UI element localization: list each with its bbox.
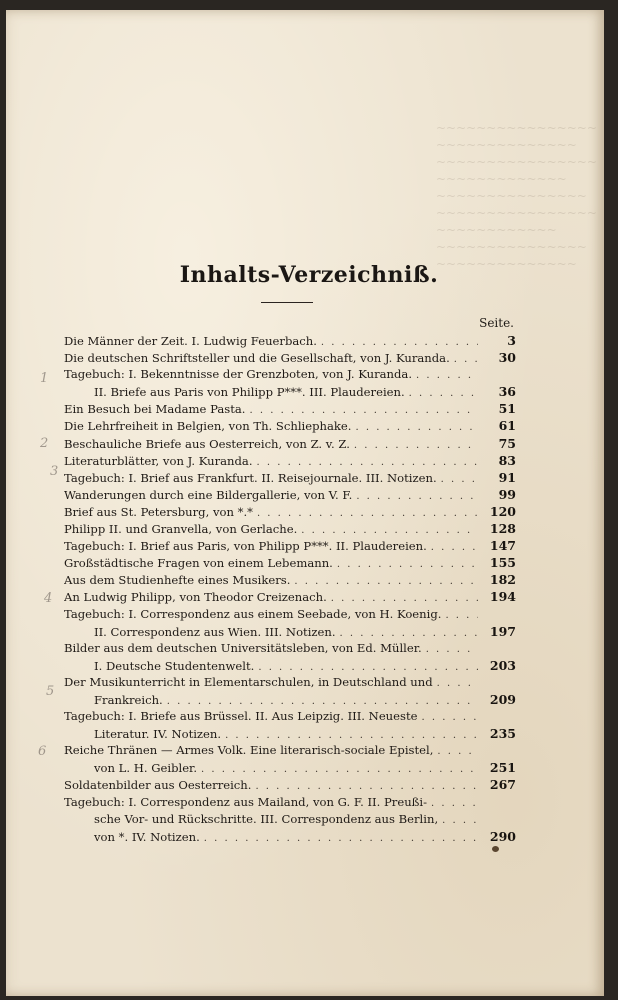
leader-dots	[431, 795, 478, 812]
leader-dots	[445, 607, 478, 624]
toc-entry	[64, 349, 516, 366]
toc-entry-title: Ein Besuch bei Madame Pasta.	[64, 402, 246, 417]
toc-entry	[64, 708, 516, 725]
toc-entry-title: Brief aus St. Petersburg, von *.*	[64, 504, 253, 519]
toc-entry	[64, 776, 516, 793]
toc-entry-title: Großstädtische Fragen von einem Lebemann.	[64, 556, 333, 571]
toc-page-number: 51	[498, 401, 516, 417]
toc-entry	[64, 657, 516, 674]
toc-entry	[64, 588, 516, 605]
toc-entry	[64, 452, 516, 469]
toc-entry-title: Literaturblätter, von J. Kuranda.	[64, 453, 253, 468]
toc-page-number: 30	[498, 350, 516, 366]
toc-entry	[64, 366, 516, 383]
toc-entry	[64, 606, 516, 623]
toc-entry	[64, 520, 516, 537]
toc-page-number: 197	[489, 623, 516, 639]
toc-page-number: 120	[489, 503, 516, 519]
toc-page-number: 235	[489, 726, 516, 742]
toc-entry-title: Wanderungen durch eine Bildergallerie, von V. F.	[64, 487, 353, 502]
toc-page-number: 147	[489, 538, 516, 554]
toc-entry	[64, 811, 516, 828]
toc-page-number: 99	[498, 486, 516, 502]
title-rule	[261, 302, 313, 303]
toc-entry-title: von *. IV. Notizen.	[94, 829, 200, 844]
toc-entry	[64, 640, 516, 657]
toc-entry	[64, 383, 516, 400]
leader-dots	[416, 367, 478, 384]
leader-dots	[437, 743, 478, 760]
toc-entry-title: Tagebuch: I. Correspondenz aus einem Seebade, von H. Koenig.	[64, 606, 442, 621]
pencil-mark: 1	[40, 371, 49, 386]
toc-page-number: 203	[489, 657, 516, 673]
toc-page-number: 91	[498, 469, 516, 485]
table-of-contents	[64, 332, 516, 845]
toc-entry-title: An Ludwig Philipp, von Theodor Creizenach.	[64, 590, 327, 605]
toc-entry-title: Die Lehrfreiheit in Belgien, von Th. Schliephake.	[64, 419, 352, 434]
toc-entry-title: Die Männer der Zeit. I. Ludwig Feuerbach.	[64, 334, 317, 348]
toc-entry-title: Die deutschen Schriftsteller und die Gesellschaft, von J. Kuranda.	[64, 351, 450, 366]
toc-entry	[64, 554, 516, 571]
toc-entry-title: Tagebuch: I. Briefe aus Brüssel. II. Aus Leipzig. III. Neueste	[64, 709, 418, 724]
toc-entry	[64, 417, 516, 434]
toc-page-number: 290	[489, 828, 516, 844]
toc-entry-title: Soldatenbilder aus Oesterreich.	[64, 778, 252, 793]
toc-entry	[64, 332, 516, 349]
toc-page-number: 209	[489, 691, 516, 707]
toc-entry	[64, 486, 516, 503]
toc-entry	[64, 828, 516, 845]
leader-dots	[204, 830, 478, 847]
toc-page-number: 36	[498, 384, 516, 400]
toc-entry	[64, 742, 516, 759]
toc-page-number: 155	[489, 555, 516, 571]
toc-entry	[64, 571, 516, 588]
leader-dots	[421, 709, 478, 726]
toc-entry-title: sche Vor- und Rückschritte. III. Correspondenz aus Berlin,	[94, 811, 439, 826]
bleed-through-text: ~~~~~~~~~~~~~~~~ ~~~~~~~~~~~~~~ ~~~~~~~~~~~~~~~~ ~~~~~~~~~~~~~ ~~~~~~~~~~~~~~~ ~~~~~~~~~~~~~~~~ ~~~~~~~~~~~~ ~~~~~~~~~~~~~~~ ~~~~~~~~~~~~~~	[436, 121, 597, 271]
leader-dots	[437, 675, 478, 692]
toc-entry-title: Literatur. IV. Notizen.	[94, 727, 222, 742]
leader-dots	[426, 641, 478, 658]
toc-entry-title: Frankreich.	[94, 692, 163, 707]
toc-entry	[64, 674, 516, 691]
toc-entry-title: II. Correspondenz aus Wien. III. Notizen.	[94, 624, 336, 639]
toc-entry	[64, 691, 516, 708]
toc-page-number: 194	[489, 589, 516, 605]
toc-entry-title: Aus dem Studienhefte eines Musikers.	[64, 573, 291, 588]
toc-page-number: 3	[507, 333, 516, 348]
toc-entry	[64, 794, 516, 811]
ink-stain	[492, 846, 499, 852]
toc-entry	[64, 725, 516, 742]
toc-page-number: 182	[489, 572, 516, 588]
pencil-mark: 5	[46, 684, 55, 699]
toc-entry-title: Bilder aus dem deutschen Universitätsleben, von Ed. Müller.	[64, 640, 422, 655]
toc-entry-title: Reiche Thränen — Armes Volk. Eine literarisch-sociale Epistel,	[64, 743, 434, 758]
toc-entry-title: Der Musikunterricht in Elementarschulen, in Deutschland und	[64, 674, 433, 689]
toc-page-number: 83	[498, 452, 516, 468]
pencil-mark: 6	[38, 744, 47, 759]
pencil-mark: 3	[50, 464, 59, 479]
toc-entry-title: Tagebuch: I. Brief aus Paris, von Philipp P***. II. Plaudereien.	[64, 539, 427, 554]
toc-page-number: 267	[489, 777, 516, 793]
toc-entry-title: Tagebuch: I. Brief aus Frankfurt. II. Reisejournale. III. Notizen.	[64, 470, 437, 485]
toc-entry-title: Beschauliche Briefe aus Oesterreich, von Z. v. Z.	[64, 436, 350, 451]
toc-entry	[64, 469, 516, 486]
seite-header: Seite.	[479, 316, 514, 330]
toc-entry-title: Tagebuch: I. Bekenntnisse der Grenzboten, von J. Kuranda.	[64, 367, 413, 382]
pencil-mark: 2	[40, 436, 49, 451]
toc-entry	[64, 623, 516, 640]
toc-page-number: 128	[489, 521, 516, 537]
toc-entry	[64, 537, 516, 554]
toc-entry	[64, 503, 516, 520]
toc-entry	[64, 435, 516, 452]
toc-page-number: 251	[489, 760, 516, 776]
toc-entry	[64, 759, 516, 776]
toc-entry	[64, 400, 516, 417]
toc-entry-title: Philipp II. und Granvella, von Gerlache.	[64, 522, 298, 537]
page-title: Inhalts-Verzeichniß.	[179, 262, 439, 288]
toc-page-number: 61	[498, 418, 516, 434]
toc-entry-title: Tagebuch: I. Correspondenz aus Mailand, von G. F. II. Preußi-	[64, 794, 428, 809]
toc-entry-title: von L. H. Geibler.	[94, 761, 198, 776]
leader-dots	[442, 812, 478, 829]
toc-page-number: 75	[498, 435, 516, 451]
toc-entry-title: II. Briefe aus Paris von Philipp P***. III. Plaudereien.	[94, 385, 405, 400]
pencil-mark: 4	[44, 591, 53, 606]
toc-entry-title: I. Deutsche Studentenwelt.	[94, 658, 255, 673]
